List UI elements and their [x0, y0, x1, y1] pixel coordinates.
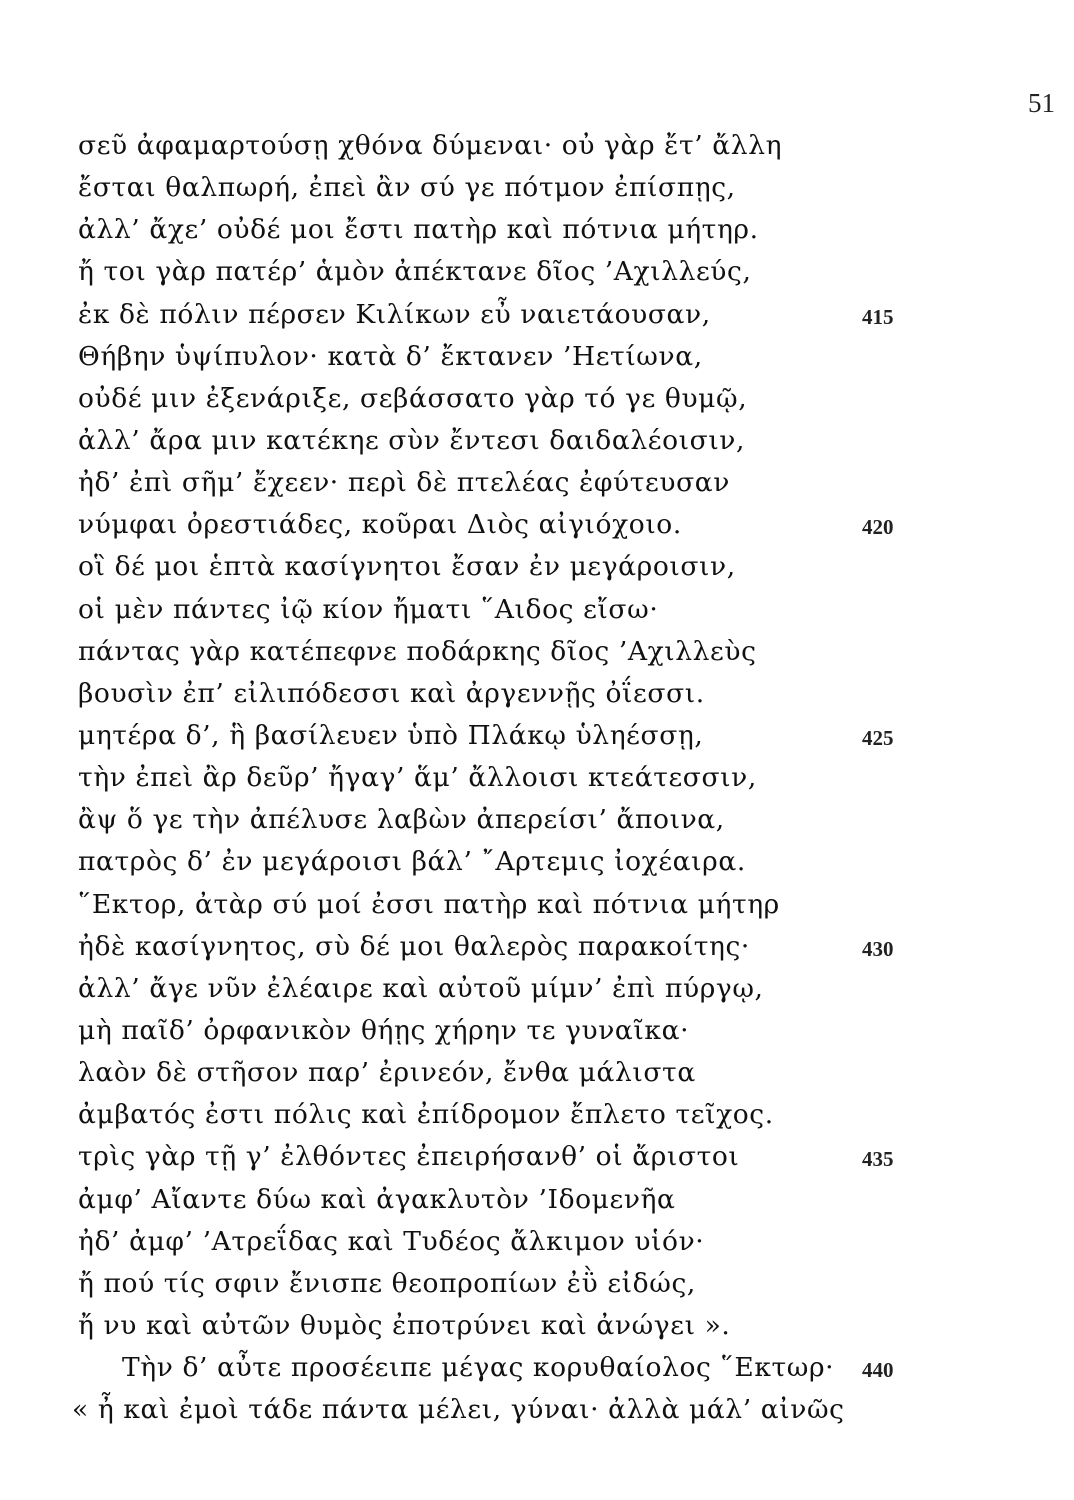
verse-text: ῞Εκτορ, ἀτὰρ σύ μοί ἐσσι πατὴρ καὶ πότνια μήτηρ [78, 888, 780, 920]
verse-text: τὴν ἐπεὶ ἂρ δεῦρ’ ἤγαγ’ ἅμ’ ἄλλοισι κτεάτεσσιν, [78, 762, 757, 794]
verse-text: ἤ πού τίς σφιν ἔνισπε θεοπροπίων ἐῢ εἰδώς, [78, 1267, 696, 1299]
line-number: 430 [862, 936, 894, 961]
verse-line [0, 381, 1074, 423]
verse-text: πατρὸς δ’ ἐν μεγάροισι βάλ’ ῎Αρτεμις ἰοχέαιρα. [78, 846, 746, 878]
verse-text: τρὶς γὰρ τῇ γ’ ἐλθόντες ἐπειρήσανθ’ οἱ ἄριστοι [78, 1141, 740, 1173]
verse-line [0, 297, 1074, 339]
verse-text: ἠδὲ κασίγνητος, σὺ δέ μοι θαλερὸς παρακοίτης· [78, 930, 750, 962]
line-number: 425 [862, 725, 894, 750]
verse-text: ἀμφ’ Αἴαντε δύω καὶ ἀγακλυτὸν ’Ιδομενῆα [78, 1183, 676, 1215]
verse-text: μητέρα δ’, ἣ βασίλευεν ὑπὸ Πλάκῳ ὑληέσσῃ, [78, 719, 704, 751]
verse-line [0, 465, 1074, 507]
verse-line [0, 887, 1074, 929]
verse-text: ἠδ’ ἐπὶ σῆμ’ ἔχεεν· περὶ δὲ πτελέας ἐφύτευσαν [78, 467, 730, 499]
verse-block [0, 128, 1074, 1434]
verse-line [0, 971, 1074, 1013]
verse-text: ἂψ ὅ γε τὴν ἀπέλυσε λαβὼν ἀπερείσι’ ἄποινα, [78, 804, 725, 836]
verse-line [0, 1139, 1074, 1181]
verse-line [0, 128, 1074, 170]
verse-text: πάντας γὰρ κατέπεφνε ποδάρκης δῖος ’Αχιλλεὺς [78, 635, 757, 667]
verse-line [0, 549, 1074, 591]
line-number: 420 [862, 515, 894, 540]
verse-line [0, 929, 1074, 971]
verse-text: βουσὶν ἐπ’ εἰλιπόδεσσι καὶ ἀργεννῇς ὀΐεσσι. [78, 677, 705, 709]
verse-line [0, 507, 1074, 549]
verse-text: ἤ νυ καὶ αὐτῶν θυμὸς ἐποτρύνει καὶ ἀνώγει ». [78, 1309, 731, 1341]
verse-text: « ἦ καὶ ἐμοὶ τάδε πάντα μέλει, γύναι· ἀλλὰ μάλ’ αἰνῶς [72, 1394, 845, 1426]
verse-text: οἱ μὲν πάντες ἰῷ κίον ἤματι ῞Αιδος εἴσω· [78, 593, 659, 625]
line-number: 415 [862, 304, 894, 329]
line-number: 440 [862, 1358, 894, 1383]
verse-line [0, 1097, 1074, 1139]
verse-line [0, 592, 1074, 634]
verse-line [0, 423, 1074, 465]
verse-text: ἤ τοι γὰρ πατέρ’ ἁμὸν ἀπέκτανε δῖος ’Αχιλλεύς, [78, 256, 752, 288]
verse-text: ἀλλ’ ἄχε’ οὐδέ μοι ἔστι πατὴρ καὶ πότνια μήτηρ. [78, 214, 759, 246]
verse-line [0, 339, 1074, 381]
verse-line [0, 1013, 1074, 1055]
verse-text: ἀλλ’ ἄρα μιν κατέκηε σὺν ἔντεσι δαιδαλέοισιν, [78, 424, 746, 456]
verse-line [0, 760, 1074, 802]
verse-text: οἳ δέ μοι ἑπτὰ κασίγνητοι ἔσαν ἐν μεγάροισιν, [78, 551, 736, 583]
verse-text: Θήβην ὑψίπυλον· κατὰ δ’ ἔκτανεν ’Ηετίωνα, [78, 340, 703, 372]
verse-line [0, 1055, 1074, 1097]
verse-line [0, 1392, 1074, 1434]
verse-text: μὴ παῖδ’ ὀρφανικὸν θήῃς χήρην τε γυναῖκα· [78, 1014, 690, 1046]
verse-text: ἐκ δὲ πόλιν πέρσεν Κιλίκων εὖ ναιετάουσαν, [78, 298, 711, 330]
verse-text: οὐδέ μιν ἐξενάριξε, σεβάσσατο γὰρ τό γε θυμῷ, [78, 382, 748, 414]
verse-line [0, 676, 1074, 718]
verse-line [0, 1350, 1074, 1392]
verse-text: σεῦ ἀφαμαρτούσῃ χθόνα δύμεναι· οὐ γὰρ ἔτ’ ἄλλη [78, 130, 783, 161]
verse-text: λαὸν δὲ στῆσον παρ’ ἐρινεόν, ἔνθα μάλιστα [78, 1057, 696, 1089]
verse-line [0, 844, 1074, 886]
verse-text: ἠδ’ ἀμφ’ ’Ατρεΐδας καὶ Τυδέος ἄλκιμον υἱόν· [78, 1225, 705, 1257]
verse-line [0, 1266, 1074, 1308]
verse-line [0, 634, 1074, 676]
verse-line [0, 718, 1074, 760]
verse-text: νύμφαι ὀρεστιάδες, κοῦραι Διὸς αἰγιόχοιο. [78, 509, 682, 541]
verse-line [0, 170, 1074, 212]
verse-line [0, 1182, 1074, 1224]
line-number: 435 [862, 1147, 894, 1172]
verse-line [0, 1224, 1074, 1266]
verse-line [0, 1308, 1074, 1350]
verse-line [0, 212, 1074, 254]
verse-line [0, 254, 1074, 296]
verse-text: ἀλλ’ ἄγε νῦν ἐλέαιρε καὶ αὐτοῦ μίμν’ ἐπὶ πύργῳ, [78, 972, 764, 1004]
verse-text: Τὴν δ’ αὖτε προσέειπε μέγας κορυθαίολος ῞Εκτωρ· [122, 1352, 835, 1384]
page-number: 51 [1028, 88, 1055, 118]
verse-line [0, 802, 1074, 844]
verse-text: ἔσται θαλπωρή, ἐπεὶ ἂν σύ γε πότμον ἐπίσπῃς, [78, 172, 736, 204]
verse-text: ἀμβατός ἐστι πόλις καὶ ἐπίδρομον ἔπλετο τεῖχος. [78, 1099, 774, 1131]
